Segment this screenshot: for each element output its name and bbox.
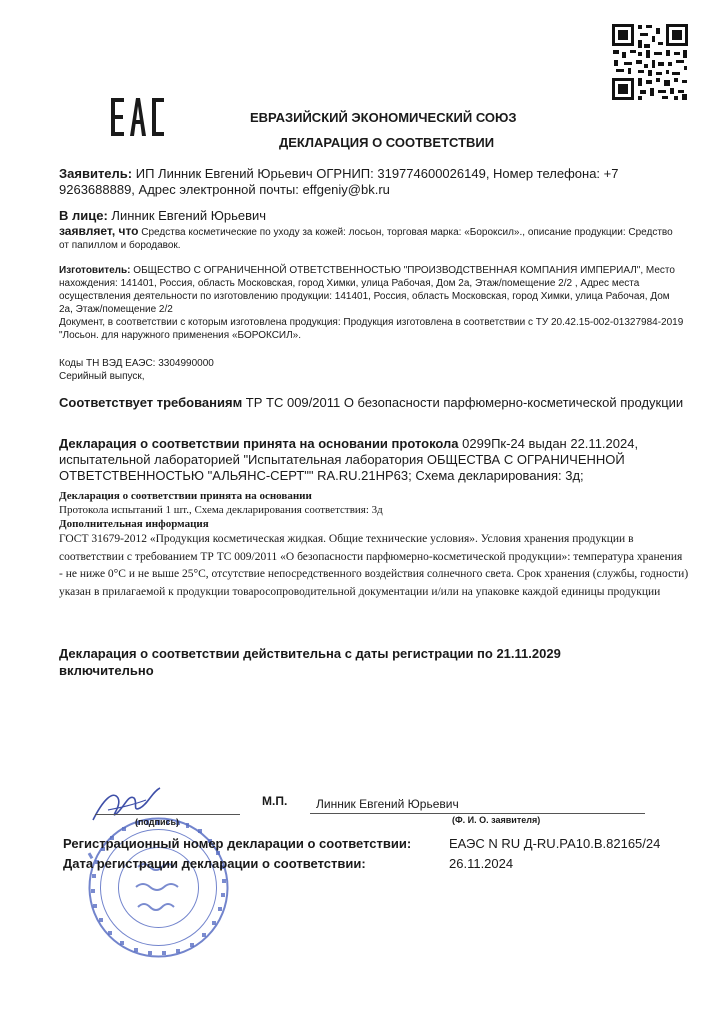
validity-statement: Декларация о соответствии действительна с даты регистрации по 21.11.2029 включительно <box>59 646 561 678</box>
document-title: ДЕКЛАРАЦИЯ О СООТВЕТСТВИИ <box>279 135 495 150</box>
protocol-basis-label: Декларация о соответствии принята на основании протокола <box>59 436 459 451</box>
manufacturer-document: Документ, в соответствии с которым изготовлена продукция: Продукция изготовлена в соответствии с ТУ 20.42.15-002-01327984-2019 "Лосьон. для наружного применения «БОРОКСИЛ». <box>59 317 684 341</box>
codes-block <box>59 357 679 383</box>
additional-text: ГОСТ 31679-2012 «Продукция косметическая жидкая. Общие технические условия». Условия хранения продукции в соответствии с требованием ТР ТС 009/2011 «О безопасности парфюмерно-косметической продукции»: температура хранения - не ниже 0°С и не выше 25°С, отсутствие непосредственного воздействия солнечного света. Срок хранения (службы, годности) указан в прилагаемой к продукции товаросопроводительной документации и/или на упаковке каждой единицы продукции <box>59 533 689 598</box>
additional-heading: Дополнительная информация <box>59 518 209 530</box>
representative-label: В лице: <box>59 208 108 223</box>
signer-name: Линник Евгений Юрьевич <box>316 797 459 811</box>
manufacturer-text: ОБЩЕСТВО С ОГРАНИЧЕННОЙ ОТВЕТСТВЕННОСТЬЮ "ПРОИЗВОДСТВЕННАЯ КОМПАНИЯ ИМПЕРИАЛ", Место нахождения: 141401, Россия, область Московская, город Химки, улица Рабочая, Дом 2а, Этаж/помещение 2/2 , Адрес места осуществления деятельности по изготовлению продукции: 141401, Россия, область Московская, город Химки, улица Рабочая, Дом 2а, Этаж/помещение 2/2 <box>59 265 675 315</box>
qr-code <box>610 22 690 102</box>
applicant-label: Заявитель: <box>59 166 133 181</box>
serial-release: Серийный выпуск, <box>59 371 145 382</box>
registration-date-label: Дата регистрации декларации о соответствии: <box>63 856 366 871</box>
fio-caption: (Ф. И. О. заявителя) <box>452 815 541 825</box>
requirements-label: Соответствует требованиям <box>59 395 243 410</box>
union-heading: ЕВРАЗИЙСКИЙ ЭКОНОМИЧЕСКИЙ СОЮЗ <box>250 110 517 125</box>
applicant-block <box>59 166 684 198</box>
name-line <box>310 813 645 814</box>
signature-caption: (подпись) <box>135 817 180 827</box>
requirements-block <box>59 395 684 411</box>
basis-heading: Декларация о соответствии принята на основании <box>59 490 312 502</box>
eac-logo <box>110 96 165 138</box>
registration-date-value: 26.11.2024 <box>449 856 514 871</box>
declares-label: заявляет, что <box>59 224 139 238</box>
tnved-code: Коды ТН ВЭД ЕАЭС: 3304990000 <box>59 358 214 369</box>
signature-line <box>95 814 240 815</box>
protocol-basis-text: 0299Пк-24 выдан 22.11.2024, испытательной лабораторией "Испытательная лаборатория ОБЩЕСТВА С ОГРАНИЧЕННОЙ ОТВЕТСТВЕННОСТЬЮ "АЛЬЯНС-СЕРТ"" RA.RU.21НР63; Схема декларирования: 3д; <box>59 436 639 483</box>
protocol-line: Протокола испытаний 1 шт., Схема декларирования соответствия: 3д <box>59 504 383 516</box>
protocol-basis-block <box>59 436 684 484</box>
manufacturer-block <box>59 264 684 342</box>
representative-block <box>59 208 684 224</box>
registration-number-label: Регистрационный номер декларации о соответствии: <box>63 836 412 851</box>
applicant-text: ИП Линник Евгений Юрьевич ОГРНИП: 319774600026149, Номер телефона: +7 9263688889, Адрес электронной почты: effgeniy@bk.ru <box>59 166 619 197</box>
representative-text: Линник Евгений Юрьевич <box>107 208 267 223</box>
manufacturer-label: Изготовитель: <box>59 265 131 276</box>
requirements-text: ТР ТС 009/2011 О безопасности парфюмерно-косметической продукции <box>242 395 684 410</box>
registration-number-value: ЕАЭС N RU Д-RU.РА10.В.82165/24 <box>449 836 661 851</box>
additional-info-block <box>59 489 689 601</box>
declares-block <box>59 225 679 252</box>
declares-text: Средства косметические по уходу за кожей: лосьон, торговая марка: «Бороксил»., описание продукции: Средство от папиллом и бородавок. <box>59 227 673 251</box>
stamp-place-label: М.П. <box>262 794 288 808</box>
